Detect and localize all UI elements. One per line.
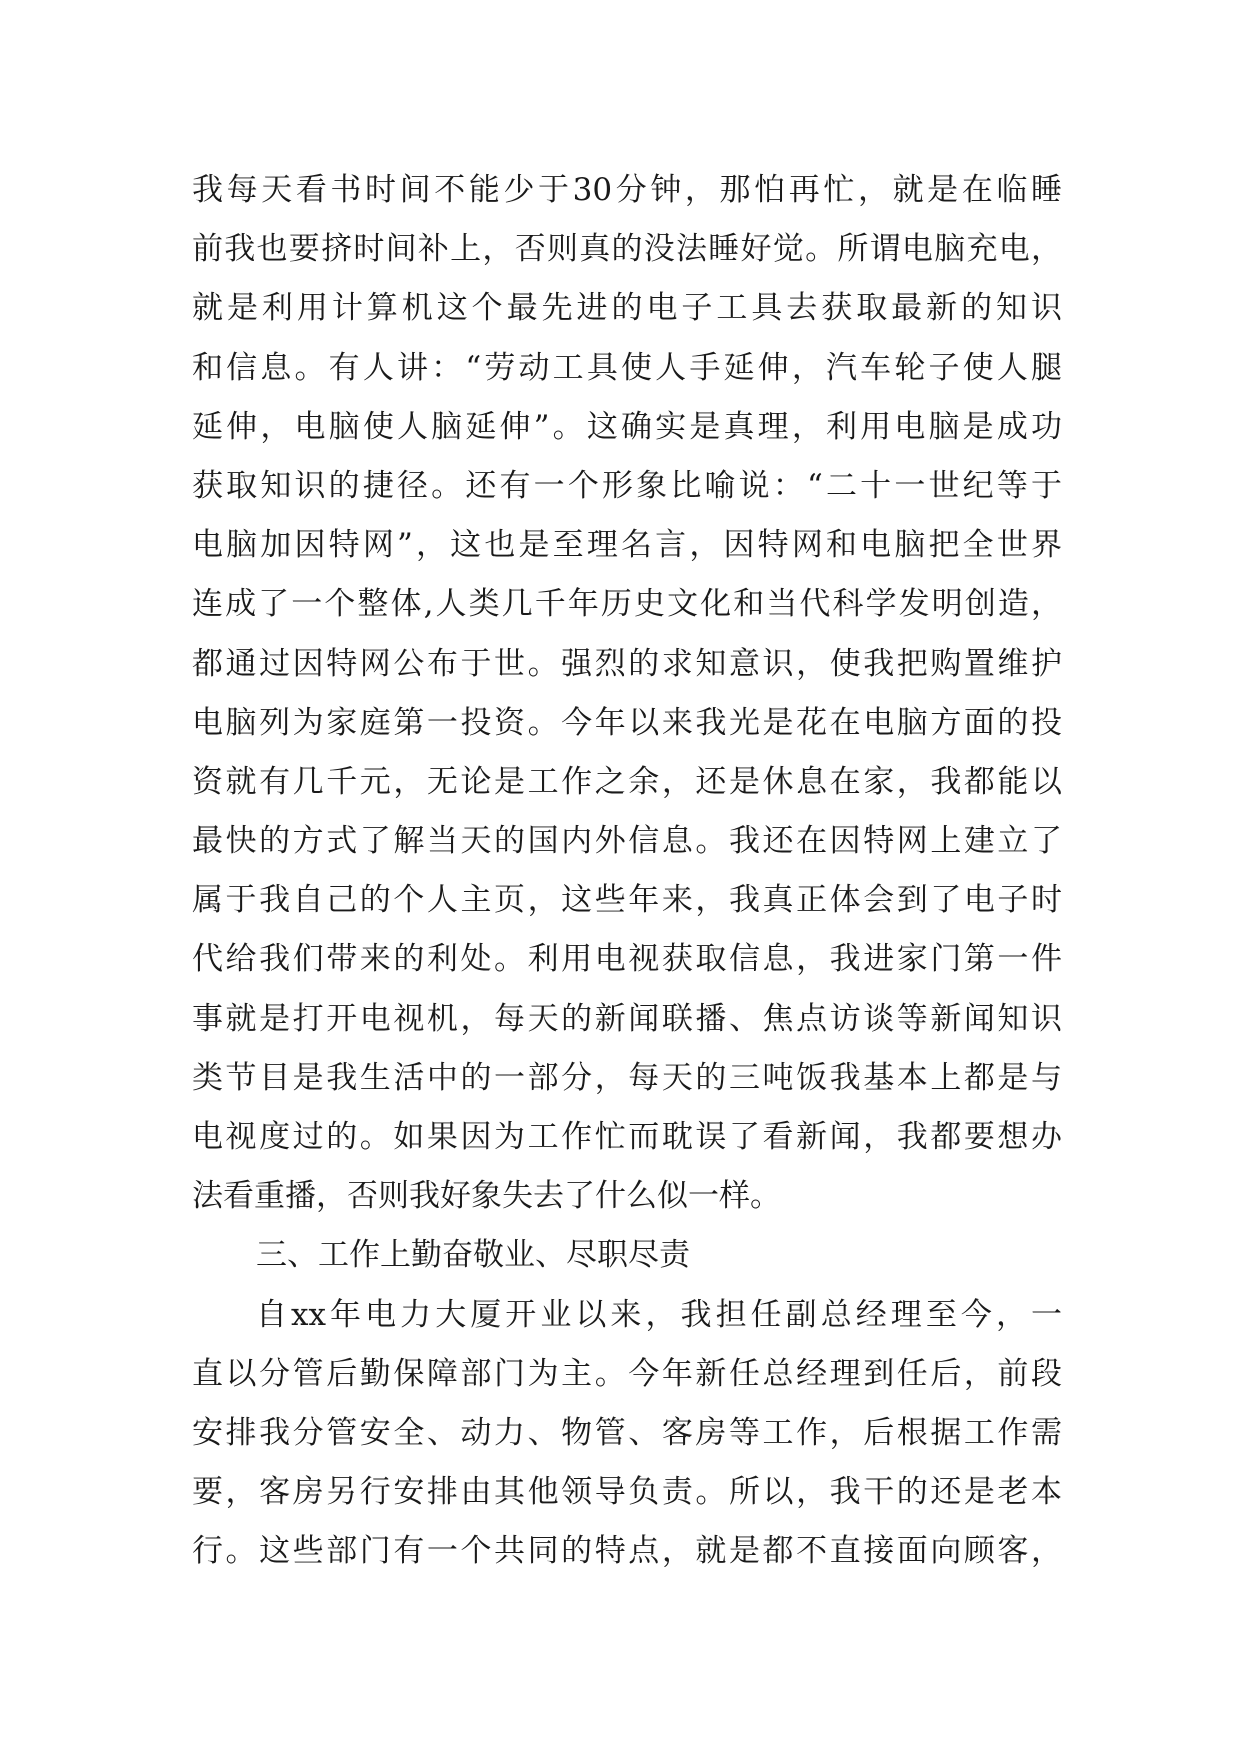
text-line: 最快的方式了解当天的国内外信息。我还在因特网上建立了 [192,823,1062,860]
text-line: 前我也要挤时间补上，否则真的没法睡好觉。所谓电脑充电， [192,231,1062,268]
text-line: 和信息。有人讲：“劳动工具使人手延伸，汽车轮子使人腿 [192,349,1062,386]
text-line: 类节目是我生活中的一部分，每天的三吨饭我基本上都是与 [192,1059,1062,1096]
text-line: 事就是打开电视机，每天的新闻联播、焦点访谈等新闻知识 [192,1000,1062,1037]
text-line: 行。这些部门有一个共同的特点，就是都不直接面向顾客， [192,1533,1062,1570]
text-line: 法看重播，否则我好象失去了什么似一样。 [192,1178,781,1215]
text-line: 电脑列为家庭第一投资。今年以来我光是花在电脑方面的投 [192,704,1062,741]
text-line: 获取知识的捷径。还有一个形象比喻说：“二十一世纪等于 [192,467,1062,504]
text-line: 电脑加因特网”，这也是至理名言，因特网和电脑把全世界 [192,527,1062,564]
text-line: 连成了一个整体,人类几千年历史文化和当代科学发明创造， [192,586,1062,623]
text-line: 代给我们带来的利处。利用电视获取信息，我进家门第一件 [192,941,1062,978]
text-line: 都通过因特网公布于世。强烈的求知意识，使我把购置维护 [192,645,1062,682]
text-line: 我每天看书时间不能少于30分钟，那怕再忙，就是在临睡 [192,172,1062,208]
section-heading: 三、工作上勤奋敬业、尽职尽责 [256,1237,690,1274]
text-line: 延伸，电脑使人脑延伸”。这确实是真理，利用电脑是成功 [192,408,1062,445]
text-line: 就是利用计算机这个最先进的电子工具去获取最新的知识 [192,290,1062,327]
text-line: 资就有几千元，无论是工作之余，还是休息在家，我都能以 [192,763,1062,800]
text-line: 自xx年电力大厦开业以来，我担任副总经理至今，一 [256,1296,1062,1333]
text-line: 属于我自己的个人主页，这些年来，我真正体会到了电子时 [192,882,1062,919]
text-line: 直以分管后勤保障部门为主。今年新任总经理到任后，前段 [192,1355,1062,1392]
text-line: 电视度过的。如果因为工作忙而耽误了看新闻，我都要想办 [192,1119,1062,1155]
text-line: 要，客房另行安排由其他领导负责。所以，我干的还是老本 [192,1474,1062,1511]
body-text [192,161,1062,1582]
text-line: 安排我分管安全、动力、物管、客房等工作，后根据工作需 [192,1414,1062,1451]
